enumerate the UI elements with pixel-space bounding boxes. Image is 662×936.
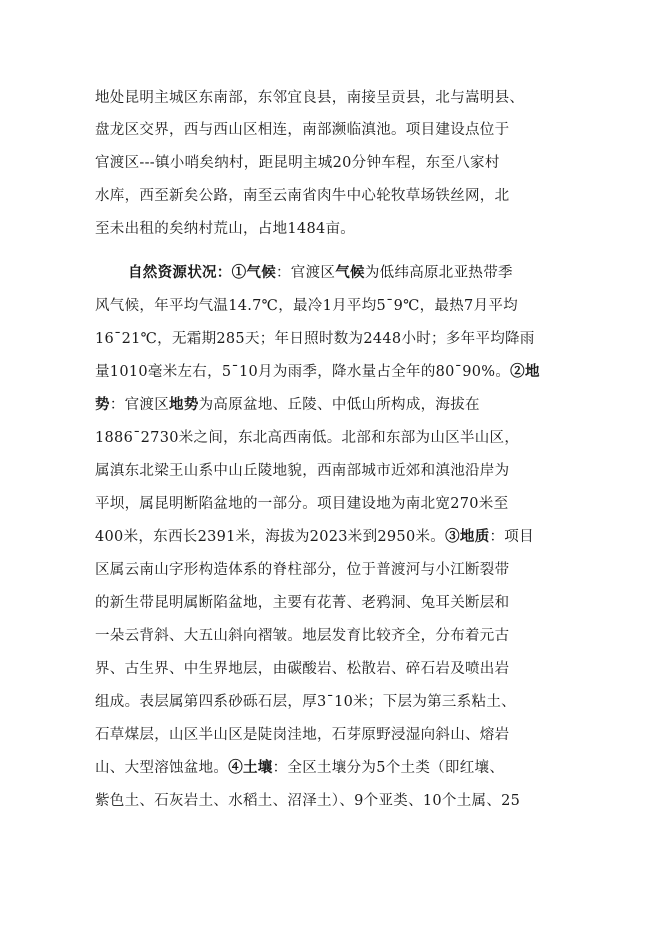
- text-span: 400米，东西长2391米，海拔为2023米到2950米。: [95, 529, 446, 545]
- text-line: 一朵云背斜、大五山斜向褶皱。地层发育比较齐全，分布着元古: [95, 628, 510, 644]
- text-span: 为低纬高原北亚热带季: [364, 265, 513, 281]
- text-line: [95, 395, 480, 415]
- text-line: 组成。表层属第四系砂砾石层，厚3¯10米；下层为第三系粘土、: [95, 694, 516, 710]
- section-heading: 势: [95, 396, 110, 413]
- text-span: ：全区土壤分为5个土类（即红壤、: [272, 760, 505, 776]
- text-line: 的新生带昆明属断陷盆地，主要有花菁、老鸦洞、兔耳关断层和: [95, 595, 510, 611]
- text-line: 地处昆明主城区东南部，东邻宜良县，南接呈贡县，北与嵩明县、: [95, 90, 525, 106]
- text-line: 界、古生界、中生界地层，由碳酸岩、松散岩、碎石岩及喷出岩: [95, 661, 510, 677]
- text-span: 量1010毫米左右，5¯10月为雨季，降水量占全年的80¯90%。: [95, 364, 511, 380]
- text-span: 山、大型溶蚀盆地。: [95, 760, 229, 776]
- text-span: ：官渡区: [109, 397, 170, 413]
- text-line: 16¯21℃，无霜期285天；年日照时数为2448小时；多年平均降雨: [95, 331, 535, 347]
- text-line: [95, 362, 540, 382]
- text-line: 属滇东北梁王山系中山丘陵地貌，西南部城市近郊和滇池沿岸为: [95, 463, 510, 479]
- text-line: 1886¯2730米之间，东北高西南低。北部和东部为山区半山区，: [95, 430, 520, 446]
- text-span: ：官渡区: [276, 265, 336, 281]
- text-line: 平坝，属昆明断陷盆地的一部分。项目建设地为南北宽270米至: [95, 496, 509, 512]
- keyword: 地势: [169, 396, 199, 413]
- text-line: [128, 263, 513, 283]
- text-line: 石草煤层，山区半山区是陡岗洼地，石芽原野浸湿向斜山、熔岩: [95, 727, 510, 743]
- section-heading: ②地: [510, 363, 540, 380]
- text-line: 盘龙区交界，西与西山区相连，南部濒临滇池。项目建设点位于: [95, 122, 510, 138]
- text-line: 水库，西至新矣公路，南至云南省肉牛中心轮牧草场铁丝网，北: [95, 188, 510, 204]
- section-heading: 自然资源状况：①气候: [128, 264, 276, 281]
- section-heading: ④土壤: [228, 759, 273, 776]
- text-span: ：项目: [489, 529, 534, 545]
- text-line: [95, 758, 504, 778]
- text-line: 风气候，年平均气温14.7℃，最冷1月平均5¯9℃，最热7月平均: [95, 298, 518, 314]
- text-line: 官渡区---镇小哨矣纳村，距昆明主城20分钟车程，东至八家村: [95, 155, 500, 171]
- section-heading: ③地质: [445, 528, 490, 545]
- text-span: 为高原盆地、丘陵、中低山所构成，海拔在: [198, 397, 480, 413]
- text-line: 紫色土、石灰岩土、水稻土、沼泽土）、9个亚类、10个土属、25: [95, 793, 521, 809]
- text-line: 至未出租的矣纳村荒山，占地1484亩。: [95, 221, 356, 237]
- keyword: 气候: [335, 264, 365, 281]
- text-line: [95, 527, 534, 547]
- text-line: 区属云南山字形构造体系的脊柱部分，位于普渡河与小江断裂带: [95, 562, 510, 578]
